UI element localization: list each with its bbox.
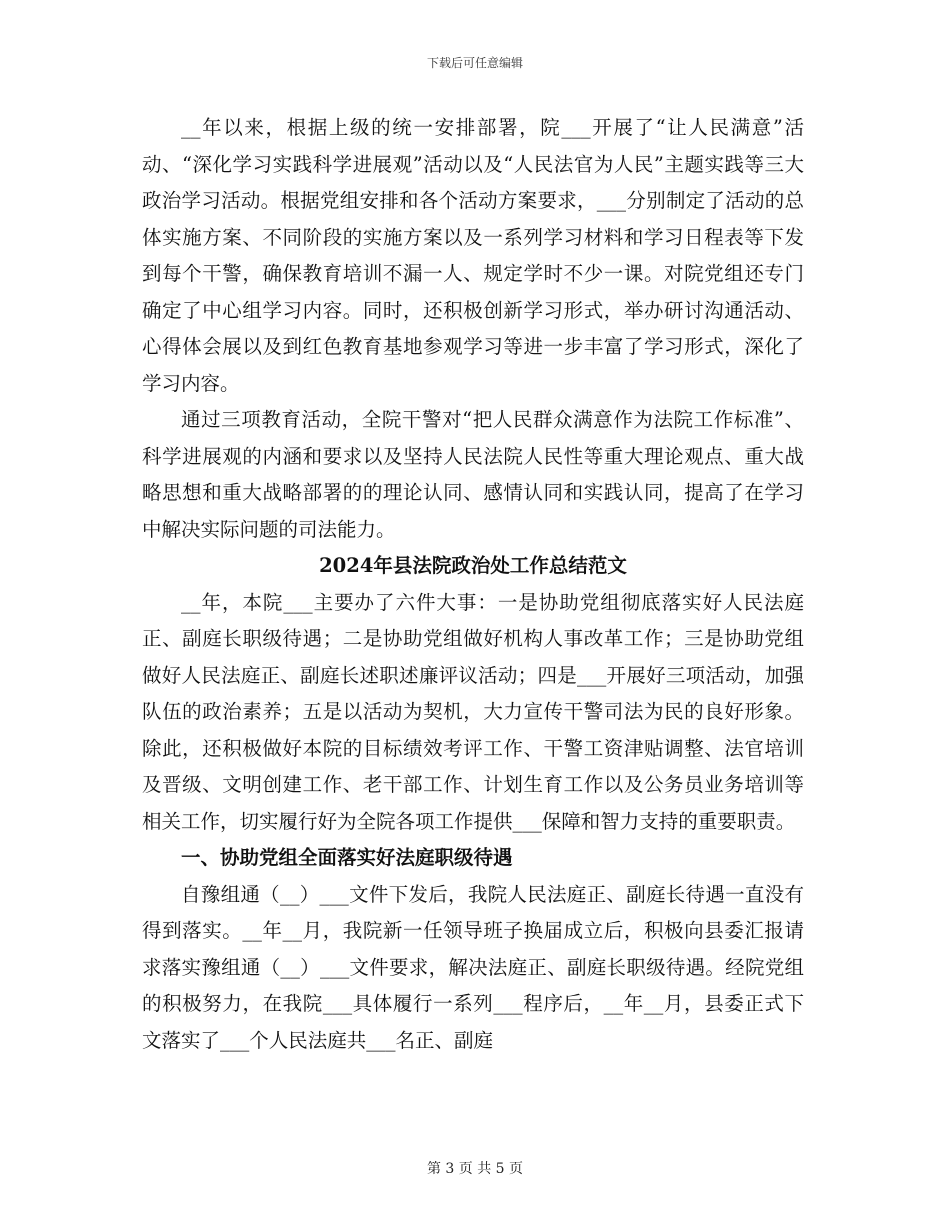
page-number: 第 3 页 共 5 页 xyxy=(426,1161,524,1177)
paragraph-education-results: 通过三项教育活动，全院干警对“把人民群众满意作为法院工作标准”、科学进展观的内涵和要求以及坚持人民法院人民性等重大理论观点、重大战略思想和重大战略部署的的理论认同、感情认同和实践认同，提高了在学习中解决实际问题的司法能力。 xyxy=(142,408,804,541)
document-body xyxy=(142,110,804,1059)
paragraph-rank-treatment: 自豫组通（__）___文件下发后，我院人民法庭正、副庭长待遇一直没有得到落实。__年__月，我院新一任领导班子换届成立后，积极向县委汇报请求落实豫组通（__）___文件要求，解决法庭正、副庭长职级待遇。经院党组的积极努力，在我院___具体履行一系列___程序后，__年__月，县委正式下文落实了___个人民法庭共___名正、副庭 xyxy=(142,882,804,1052)
paragraph-six-major-tasks: __年，本院___主要办了六件大事：一是协助党组彻底落实好人民法庭正、副庭长职级待遇；二是协助党组做好机构人事改革工作；三是协助党组做好人民法庭正、副庭长述职述廉评议活动；四是___开展好三项活动，加强队伍的政治素养；五是以活动为契机，大力宣传干警司法为民的良好形象。除此，还积极做好本院的目标绩效考评工作、干警工资津贴调整、法官培训及晋级、文明创建工作、老干部工作、计划生育工作以及公务员业务培训等相关工作，切实履行好为全院各项工作提供___保障和智力支持的重要职责。 xyxy=(142,590,804,833)
section-heading-1: 一、协助党组全面落实好法庭职级待遇 xyxy=(181,846,513,869)
page-header: 下载后可任意编辑 xyxy=(426,56,523,70)
document-title: 2024年县法院政治处工作总结范文 xyxy=(319,554,627,577)
paragraph-study-activities: __年以来，根据上级的统一安排部署，院___开展了“让人民满意”活动、“深化学习实践科学进展观”活动以及“人民法官为人民”主题实践等三大政治学习活动。根据党组安排和各个活动方案要求，___分别制定了活动的总体实施方案、不同阶段的实施方案以及一系列学习材料和学习日程表等下发到每个干警，确保教育培训不漏一人、规定学时不少一课。对院党组还专门确定了中心组学习内容。同时，还积极创新学习形式，举办研讨沟通活动、心得体会展以及到红色教育基地参观学习等进一步丰富了学习形式，深化了学习内容。 xyxy=(142,116,804,395)
